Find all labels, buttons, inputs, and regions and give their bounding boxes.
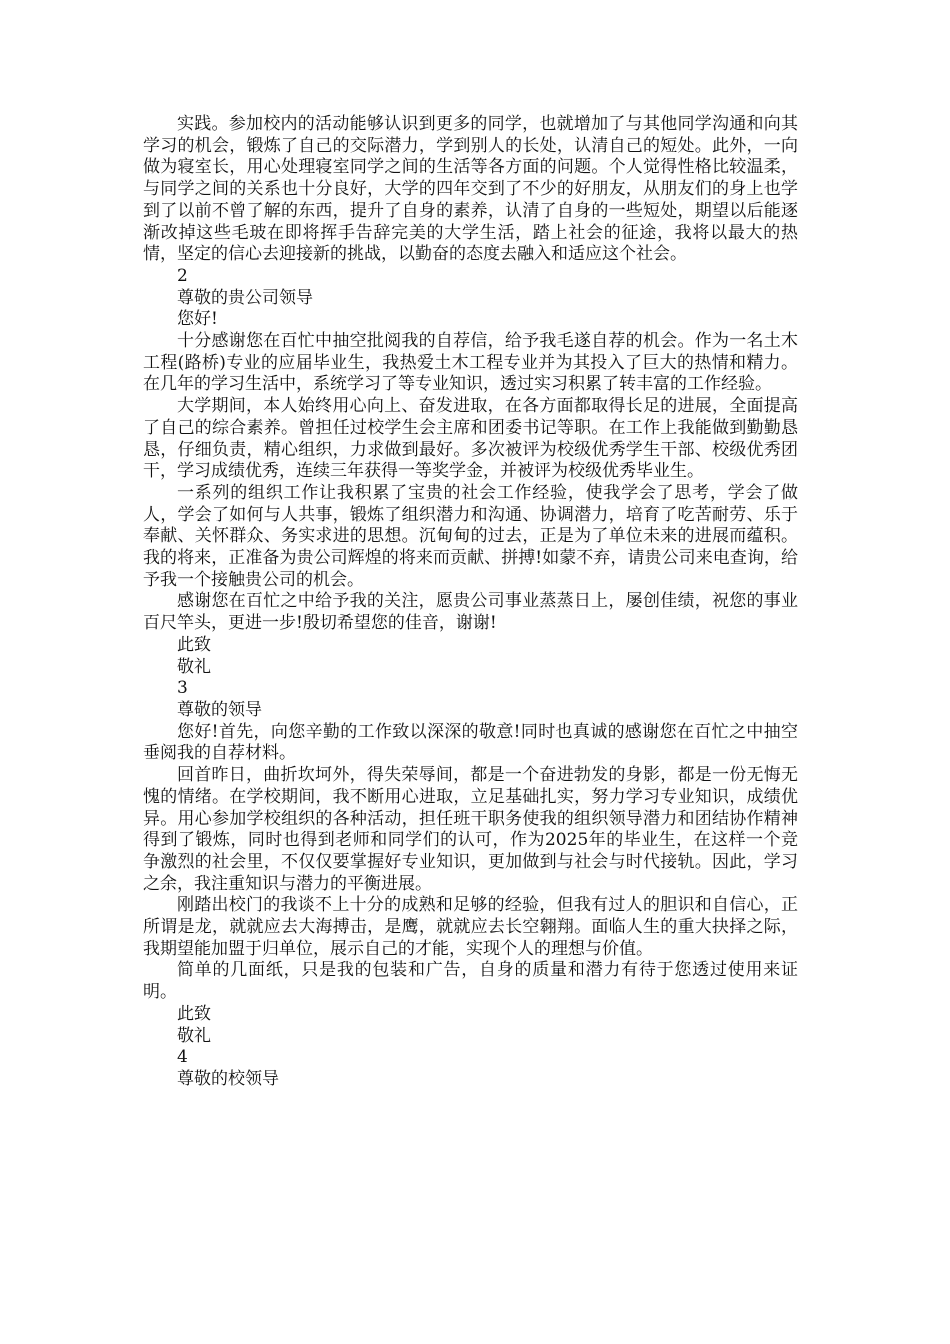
closing-line: 敬礼: [177, 656, 211, 677]
body-paragraph: 刚踏出校门的我谈不上十分的成熟和足够的经验，但我有过人的胆识和自信心，正所谓是龙，就就应去大海搏击，是鹰，就就应去长空翱翔。面临人生的重大抉择之际，我期望能加盟于归单位，展示自己的才能，实现个人的理想与价值。: [143, 895, 798, 959]
body-paragraph: 一系列的组织工作让我积累了宝贵的社会工作经验，使我学会了思考，学会了做人，学会了如何与人共事，锻炼了组织潜力和沟通、协调潜力，培育了吃苦耐劳、乐于奉献、关怀群众、务实求进的思想。沉甸甸的过去，正是为了单位未来的进展而蕴积。我的将来，正准备为贵公司辉煌的将来而贡献、拼搏!如蒙不弃，请贵公司来电查询，给予我一个接触贵公司的机会。: [143, 482, 798, 590]
body-paragraph: 回首昨日，曲折坎坷外，得失荣辱间，都是一个奋进勃发的身影，都是一份无悔无愧的情绪。在学校期间，我不断用心进取，立足基础扎实，努力学习专业知识，成绩优异。用心参加学校组织的各种活动，担任班干职务使我的组织领导潜力和团结协作精神得到了锻炼，同时也得到老师和同学们的认可，作为2025年的毕业生，在这样一个竞争激烈的社会里，不仅仅要掌握好专业知识，更加做到与社会与时代接轨。因此，学习之余，我注重知识与潜力的平衡进展。: [143, 765, 798, 894]
closing-line: 此致: [177, 634, 211, 655]
section-number: 3: [177, 678, 188, 699]
body-paragraph: 大学期间，本人始终用心向上、奋发进取，在各方面都取得长足的进展，全面提高了自己的综合素养。曾担任过校学生会主席和团委书记等职。在工作上我能做到勤勤恳恳，仔细负责，精心组织，力求做到最好。多次被评为校级优秀学生干部、校级优秀团干，学习成绩优秀，连续三年获得一等奖学金，并被评为校级优秀毕业生。: [143, 396, 798, 482]
greeting: 您好!: [177, 309, 218, 330]
body-paragraph: 感谢您在百忙之中给予我的关注，愿贵公司事业蒸蒸日上，屡创佳绩，祝您的事业百尺竿头，更进一步!殷切希望您的佳音，谢谢!: [143, 591, 798, 634]
addressee: 尊敬的校领导: [177, 1068, 279, 1089]
section-number: 2: [177, 265, 188, 286]
body-paragraph: 简单的几面纸，只是我的包装和广告，自身的质量和潜力有待于您透过使用来证明。: [143, 960, 798, 1003]
body-paragraph: 实践。参加校内的活动能够认识到更多的同学，也就增加了与其他同学沟通和向其学习的机会，锻炼了自己的交际潜力，学到别人的长处，认清自己的短处。此外，一向做为寝室长，用心处理寝室同学之间的生活等各方面的问题。个人觉得性格比较温柔，与同学之间的关系也十分良好，大学的四年交到了不少的好朋友，从朋友们的身上也学到了以前不曾了解的东西，提升了自身的素养，认清了自身的一些短处，期望以后能逐渐改掉这些毛玻在即将挥手告辞完美的大学生活，踏上社会的征途，我将以最大的热情，坚定的信心去迎接新的挑战，以勤奋的态度去融入和适应这个社会。: [143, 114, 798, 265]
body-paragraph: 十分感谢您在百忙中抽空批阅我的自荐信，给予我毛遂自荐的机会。作为一名土木工程(路桥)专业的应届毕业生，我热爱土木工程专业并为其投入了巨大的热情和精力。在几年的学习生活中，系统学习了等专业知识，透过实习积累了转丰富的工作经验。: [143, 331, 798, 395]
closing-line: 敬礼: [177, 1025, 211, 1046]
addressee: 尊敬的贵公司领导: [177, 287, 313, 308]
closing-line: 此致: [177, 1003, 211, 1024]
section-number: 4: [177, 1047, 188, 1068]
document-page: [143, 114, 798, 1091]
body-paragraph: 您好!首先，向您辛勤的工作致以深深的敬意!同时也真诚的感谢您在百忙之中抽空垂阅我的自荐材料。: [143, 721, 798, 764]
addressee: 尊敬的领导: [177, 699, 262, 720]
